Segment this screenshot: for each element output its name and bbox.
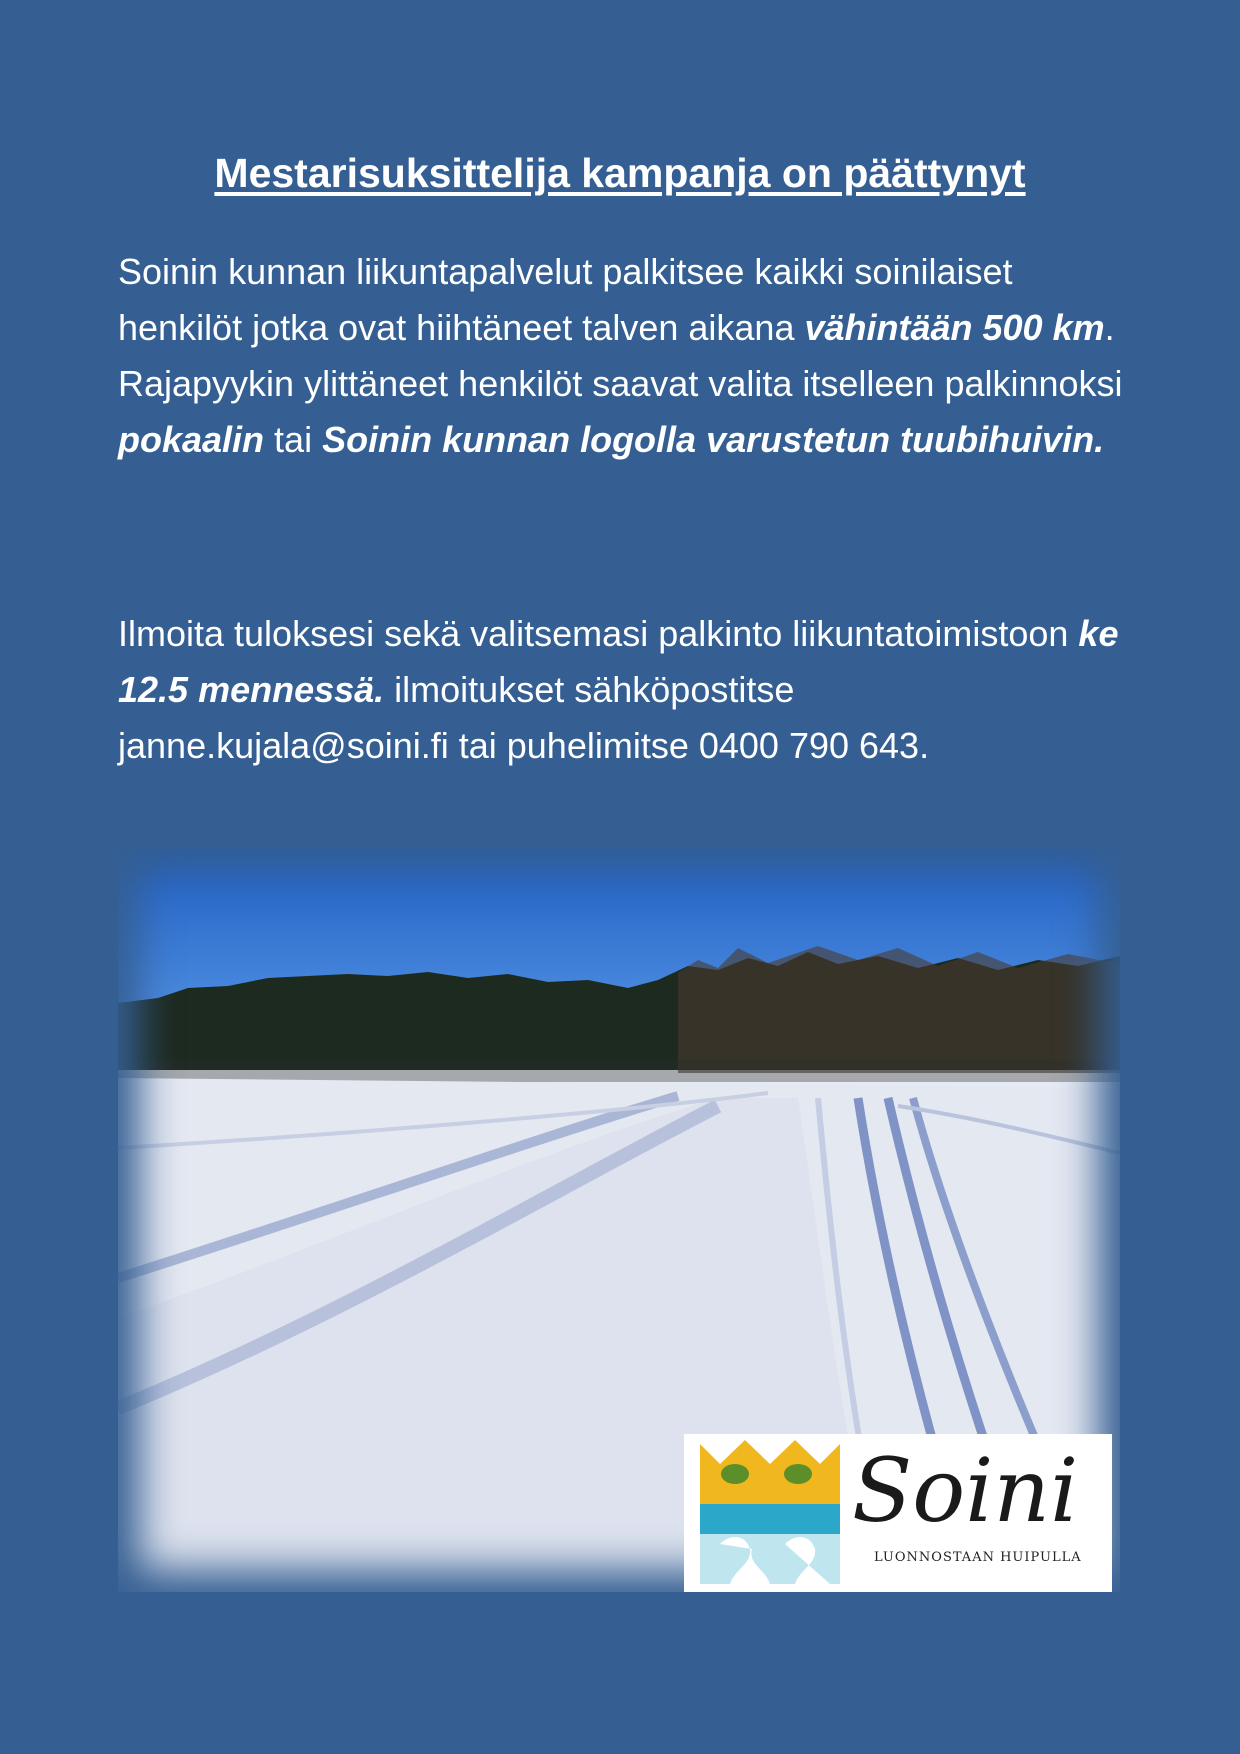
logo-wordmark: Soini: [852, 1439, 1079, 1542]
page-title: Mestarisuksittelija kampanja on päättynyt: [214, 150, 1026, 196]
intro-emphasis-trophy: pokaalin: [118, 419, 265, 460]
instructions-text-2: ilmoitukset sähköpostitse janne.kujala@soini.fi tai puhelimitse 0400 790 643.: [118, 669, 930, 766]
soini-logo: [684, 1434, 1112, 1592]
intro-text-1: Soinin kunnan liikuntapalvelut palkitsee kaikki soinilaiset henkilöt jotka ovat hiihtäneet talven aikana: [118, 251, 1013, 348]
instructions-deadline: ke 12.5 mennessä.: [118, 613, 1119, 710]
ski-track-photo: [118, 848, 1120, 1592]
intro-text-2: . Rajapyykin ylittäneet henkilöt saavat valita itselleen palkinnoksi: [118, 307, 1123, 404]
intro-text-3: tai: [264, 419, 323, 460]
instructions-paragraph: [118, 606, 1128, 774]
intro-paragraph: [118, 244, 1128, 468]
soini-crest-icon: [690, 1434, 850, 1592]
intro-emphasis-distance: vähintään 500 km: [804, 307, 1105, 348]
logo-tagline: LUONNOSTAAN HUIPULLA: [874, 1550, 1082, 1565]
intro-emphasis-scarf: Soinin kunnan logolla varustetun tuubihuivin.: [322, 419, 1105, 460]
instructions-text-1: Ilmoita tuloksesi sekä valitsemasi palkinto liikuntatoimistoon: [118, 613, 1079, 654]
